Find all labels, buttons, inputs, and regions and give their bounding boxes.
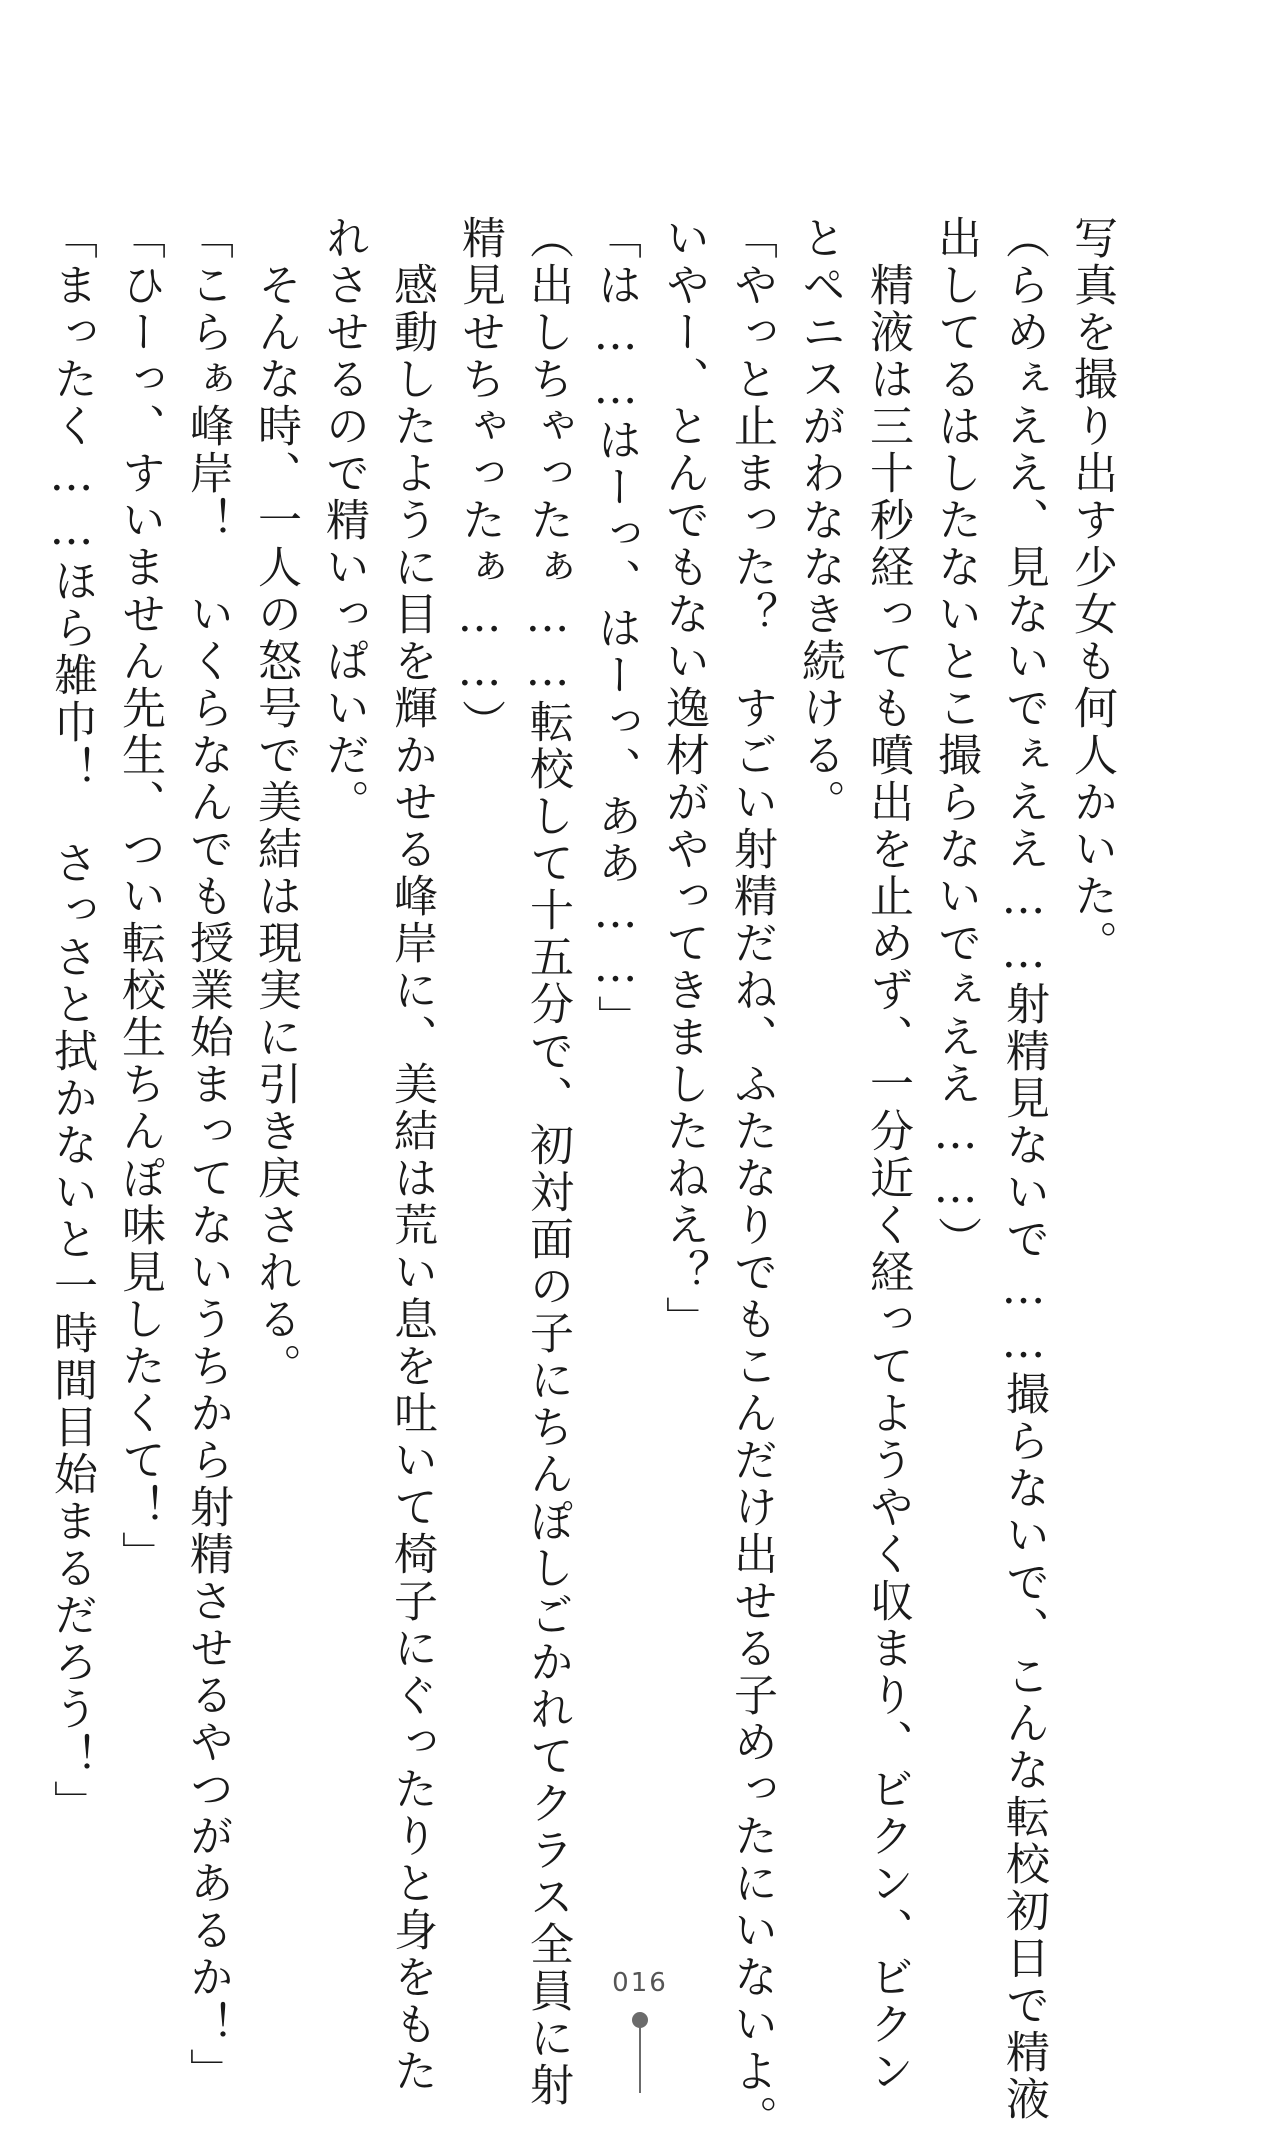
- text-line: いやー、とんでもない逸材がやってきましたねえ？」: [658, 215, 709, 1343]
- text-line: 精見せちゃったぁ……）: [454, 215, 505, 746]
- text-line: 「やっと止まった？ すごい射精だね、ふたなりでもこんだけ出せる子めったにいないよ。: [726, 215, 777, 2142]
- text-line: 「は……はーっ、はーっ、ああ……」: [590, 215, 641, 1042]
- text-line: 精液は三十秒経っても噴出を止めず、一分近く経ってようやく収まり、ビクン、ビクン: [862, 215, 913, 2095]
- text-line: 「こらぁ峰岸！ いくらなんでも授業始まってないうちから射精させるやつがあるか！」: [182, 215, 233, 2095]
- text-line: 出してるはしたないとこ撮らないでぇええ……）: [930, 215, 981, 1263]
- text-line: 「まったく……ほら雑巾！ さっさと拭かないと一時間目始まるだろう！」: [46, 215, 97, 1827]
- text-line: 写真を撮り出す少女も何人かいた。: [1066, 215, 1117, 967]
- page-number: 016: [612, 1968, 668, 1998]
- page-marker-line: [639, 2024, 641, 2093]
- text-line: 感動したように目を輝かせる峰岸に、美結は荒い息を吐いて椅子にぐったりと身をもた: [386, 215, 437, 2095]
- text-line: とペニスがわななき続ける。: [794, 215, 845, 826]
- text-line: れさせるので精いっぱいだ。: [318, 215, 369, 826]
- text-line: （らめぇええ、見ないでぇええ……射精見ないで……撮らないで、こんな転校初日で精液: [998, 215, 1049, 2123]
- text-line: （出しちゃったぁ……転校して十五分で、初対面の子にちんぽしごかれてクラス全員に射: [522, 215, 573, 2109]
- text-line: そんな時、一人の怒号で美結は現実に引き戻される。: [250, 215, 301, 1390]
- text-line: 「ひーっ、すいません先生、つい転校生ちんぽ味見したくて！」: [114, 215, 165, 1578]
